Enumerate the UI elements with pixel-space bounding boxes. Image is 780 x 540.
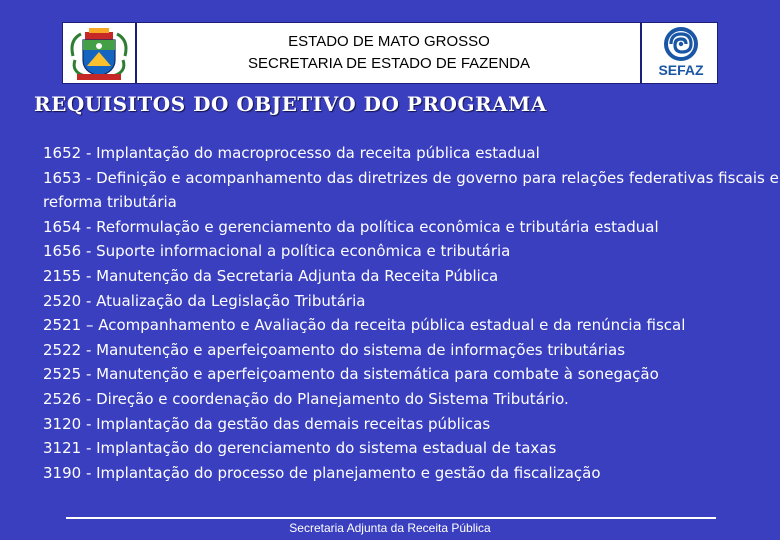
- list-item: 2520 - Atualização da Legislação Tributária: [43, 291, 366, 310]
- list-item: 3121 - Implantação do gerenciamento do sistema estadual de taxas: [43, 439, 557, 458]
- list-item: 2522 - Manutenção e aperfeiçoamento do sistema de informações tributárias: [43, 340, 626, 359]
- sefaz-swirl-icon: [649, 26, 713, 64]
- list-item: 1653 - Definição e acompanhamento das diretrizes de governo para relações federativas fiscais e reforma tributária: [43, 168, 779, 212]
- header-title: [139, 31, 639, 75]
- list-item: 3190 - Implantação do processo de planejamento e gestão da fiscalização: [43, 463, 601, 482]
- header-banner: [62, 22, 718, 84]
- list-item: 3120 - Implantação da gestão das demais receitas públicas: [43, 414, 491, 433]
- list-item: 2525 - Manutenção e aperfeiçoamento da sistemática para combate à sonegação: [43, 365, 659, 384]
- footer-divider: [66, 517, 716, 519]
- list-item: 1652 - Implantação do macroprocesso da receita pública estadual: [43, 144, 540, 162]
- secretariat-name: SECRETARIA DE ESTADO DE FAZENDA: [248, 55, 530, 72]
- footer-label: Secretaria Adjunta da Receita Pública: [289, 521, 491, 535]
- list-item: 2521 – Acompanhamento e Avaliação da receita pública estadual e da renúncia fiscal: [43, 316, 686, 335]
- page-title: REQUISITOS DO OBJETIVO DO PROGRAMA: [34, 92, 547, 116]
- coat-of-arms-icon: [67, 26, 131, 82]
- list-item: 2155 - Manutenção da Secretaria Adjunta da Receita Pública: [43, 266, 499, 285]
- list-item: 2526 - Direção e coordenação do Planejamento do Sistema Tributário.: [43, 389, 569, 408]
- sefaz-logo: [649, 26, 713, 82]
- sefaz-logo-label: SEFAZ: [658, 62, 704, 78]
- list-item: 1656 - Suporte informacional a política econômica e tributária: [43, 242, 511, 261]
- requirements-list: [43, 141, 779, 485]
- header-divider: [640, 23, 642, 83]
- header-divider: [135, 23, 137, 83]
- list-item: 1654 - Reformulação e gerenciamento da política econômica e tributária estadual: [43, 217, 659, 236]
- state-name: ESTADO DE MATO GROSSO: [288, 33, 490, 50]
